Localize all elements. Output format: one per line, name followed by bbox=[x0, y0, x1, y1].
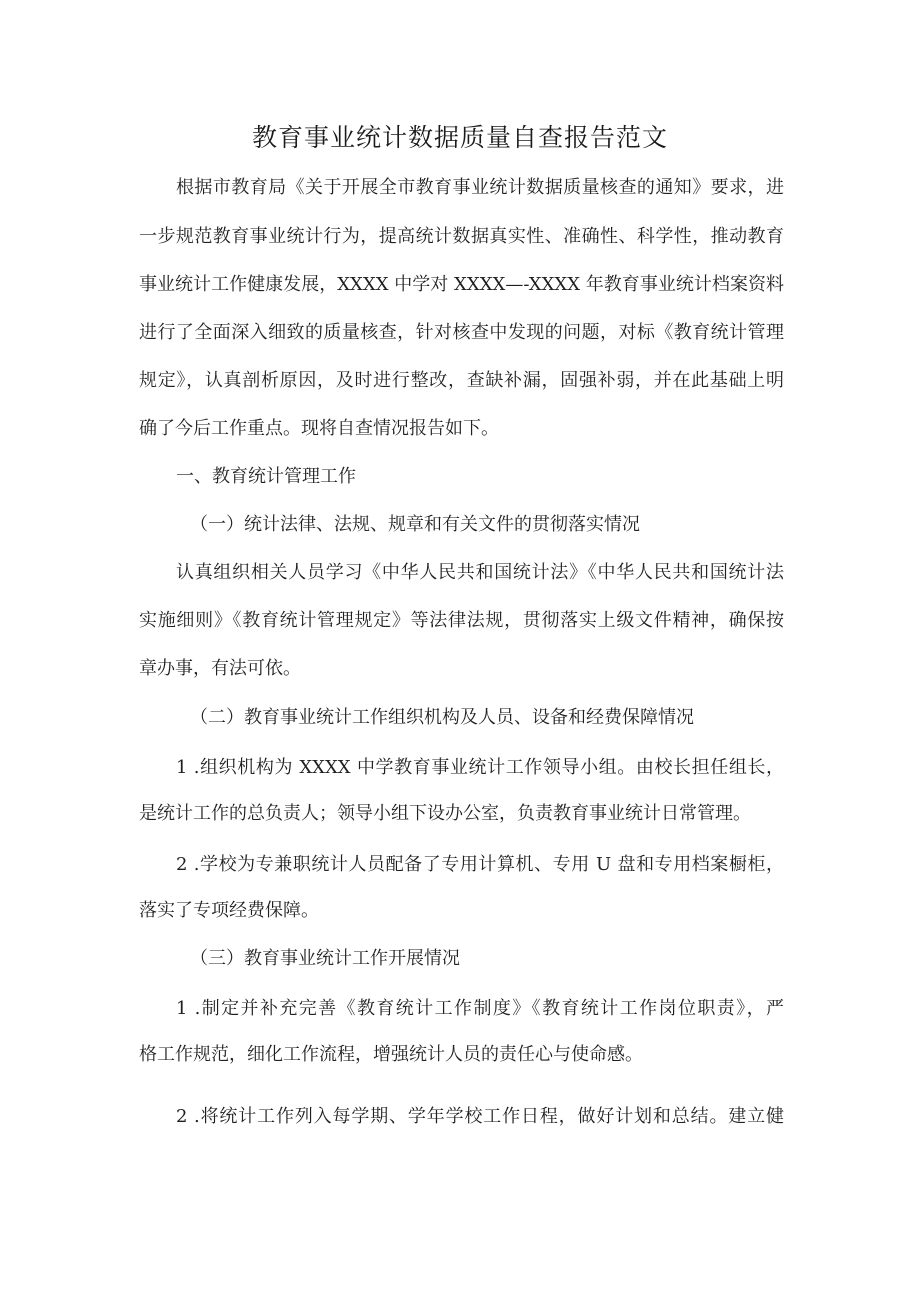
sub1-line-2: 实施细则》《教育统计管理规定》等法律法规，贯彻落实上级文件精神，确保按 bbox=[139, 610, 784, 631]
intro-line-2: 一步规范教育事业统计行为，提高统计数据真实性、准确性、科学性，推动教育 bbox=[139, 226, 784, 247]
intro-line-1: 根据市教育局《关于开展全市教育事业统计数据质量核查的通知》要求，进 bbox=[176, 177, 784, 198]
intro-line-6: 确了今后工作重点。现将自查情况报告如下。 bbox=[139, 418, 499, 439]
sub3-item2-line-1: 2 .将统计工作列入每学期、学年学校工作日程，做好计划和总结。建立健 bbox=[176, 1106, 784, 1127]
sub3-item1-line-2: 格工作规范，细化工作流程，增强统计人员的责任心与使命感。 bbox=[139, 1044, 643, 1065]
intro-line-4: 进行了全面深入细致的质量核查，针对核查中发现的问题，对标《教育统计管理 bbox=[139, 322, 784, 343]
sub2-item1-line-2: 是统计工作的总负责人；领导小组下设办公室，负责教育事业统计日常管理。 bbox=[139, 803, 751, 824]
document-title: 教育事业统计数据质量自查报告范文 bbox=[251, 123, 668, 152]
sub2-item1-line-1: 1 .组织机构为 XXXX 中学教育事业统计工作领导小组。由校长担任组长， bbox=[176, 757, 784, 778]
sub1-line-1: 认真组织相关人员学习《中华人民共和国统计法》《中华人民共和国统计法 bbox=[176, 562, 784, 583]
section-heading-1: 一、教育统计管理工作 bbox=[176, 466, 356, 487]
sub1-line-3: 章办事，有法可依。 bbox=[139, 658, 301, 679]
sub2-item2-line-2: 落实了专项经费保障。 bbox=[139, 900, 319, 921]
intro-line-3: 事业统计工作健康发展，XXXX 中学对 XXXX—-XXXX 年教育事业统计档案资料 bbox=[139, 274, 784, 295]
sub3-item1-line-1: 1 .制定并补充完善《教育统计工作制度》《教育统计工作岗位职责》，严 bbox=[176, 998, 784, 1019]
subsection-heading-3: （三）教育事业统计工作开展情况 bbox=[190, 948, 460, 969]
sub2-item2-line-1: 2 .学校为专兼职统计人员配备了专用计算机、专用 U 盘和专用档案橱柜， bbox=[176, 854, 784, 875]
subsection-heading-2: （二）教育事业统计工作组织机构及人员、设备和经费保障情况 bbox=[190, 707, 694, 728]
intro-line-5: 规定》，认真剖析原因，及时进行整改，查缺补漏，固强补弱，并在此基础上明 bbox=[139, 370, 784, 391]
subsection-heading-1: （一）统计法律、法规、规章和有关文件的贯彻落实情况 bbox=[190, 514, 640, 535]
